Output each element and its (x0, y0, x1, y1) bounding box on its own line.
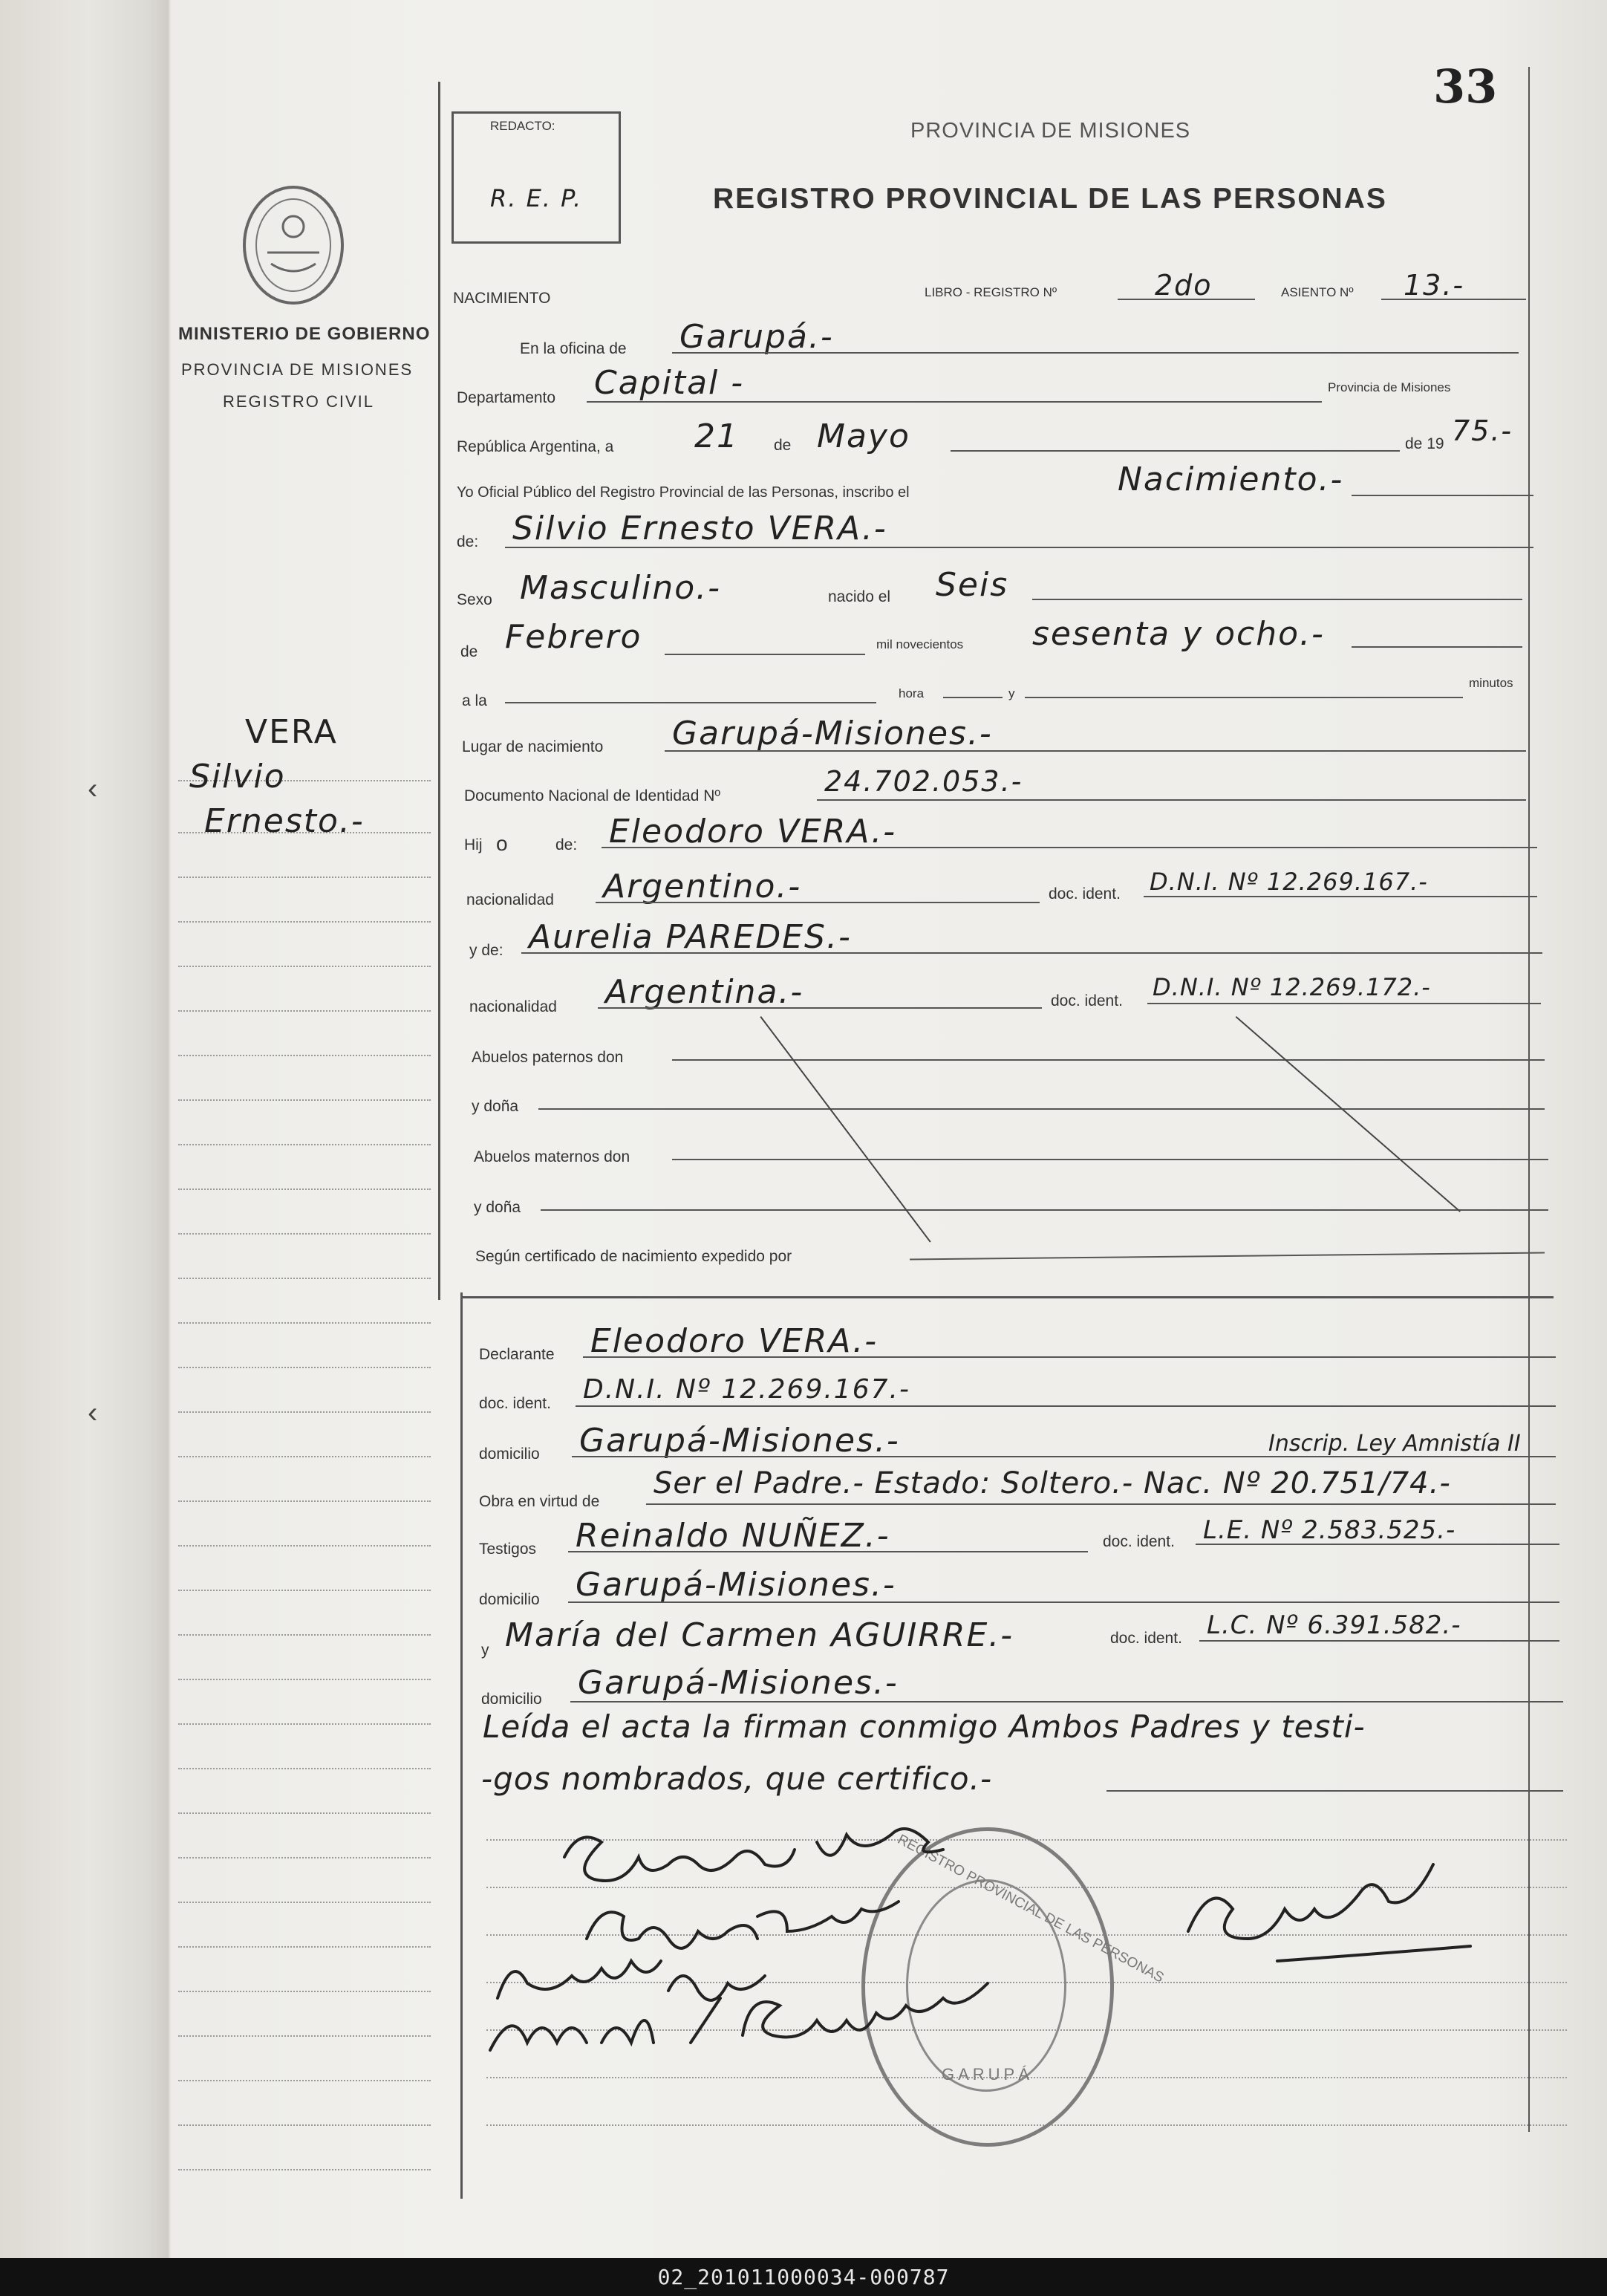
year-label: de 19 (1405, 435, 1444, 452)
segun-label: Según certificado de nacimiento expedido por (475, 1248, 792, 1265)
inscribo-rule (1352, 495, 1533, 496)
abuelos-m-dona-rule (541, 1209, 1548, 1211)
abuelos-m-dona: y doña (474, 1199, 521, 1216)
declarante-doc-label: doc. ident. (479, 1395, 551, 1412)
obra-rule (646, 1503, 1556, 1505)
y-rule (1025, 697, 1463, 698)
witness1-dom-value: Garupá-Misiones.- (576, 1566, 896, 1604)
witness1-doc-label: doc. ident. (1103, 1533, 1175, 1550)
closing-line-1: Leída el acta la firman conmigo Ambos Padres y testi- (483, 1708, 1366, 1745)
declarante-rule (583, 1356, 1556, 1358)
name-rule (505, 547, 1533, 548)
witness1-name: Reinaldo NUÑEZ.- (576, 1517, 890, 1555)
libro-rule (1118, 299, 1255, 300)
witness2-dom-label: domicilio (481, 1691, 542, 1708)
declarante-dom-value: Garupá-Misiones.- (579, 1422, 900, 1460)
father-nat-rule (596, 902, 1040, 903)
abuelos-p-dona-rule (538, 1108, 1545, 1110)
margin-note-first: Silvio (189, 758, 286, 796)
signatures-image (475, 1812, 1559, 2058)
dni-label: Documento Nacional de Identidad Nº (464, 787, 721, 804)
witness2-dom-rule (570, 1701, 1563, 1703)
form-left-border (438, 82, 440, 1300)
asiento-rule (1381, 299, 1526, 300)
oficina-rule (672, 352, 1519, 354)
witness1-dom-label: domicilio (479, 1591, 540, 1608)
ala-label: a la (462, 692, 487, 709)
father-rule (602, 847, 1537, 848)
day-value: 21 (694, 417, 739, 455)
testigos-label: Testigos (479, 1541, 537, 1558)
declarante-doc-value: D.N.I. Nº 12.269.167.- (583, 1374, 910, 1405)
form-left-border-lower (460, 1292, 463, 2199)
father-doc-value: D.N.I. Nº 12.269.167.- (1150, 868, 1428, 896)
month-rule (951, 450, 1400, 452)
dni-value: 24.702.053.- (824, 765, 1023, 798)
ministry-province: PROVINCIA DE MISIONES (181, 360, 414, 379)
departamento-rule (587, 401, 1322, 403)
closing-rule (1106, 1790, 1563, 1792)
departamento-label: Departamento (457, 389, 556, 406)
footer-caption: 02_201011000034-000787 (657, 2265, 950, 2289)
obra-label: Obra en virtud de (479, 1493, 600, 1510)
father-doc-label: doc. ident. (1049, 885, 1121, 903)
witness1-rule (568, 1551, 1088, 1552)
ala-rule (505, 702, 876, 703)
y-label: y (1008, 686, 1015, 700)
caption-bar (0, 2258, 1607, 2296)
minutos-label: minutos (1469, 676, 1513, 690)
father-doc-rule (1144, 896, 1537, 897)
page-number: 33 (1433, 59, 1498, 114)
nacido-rule (1032, 599, 1522, 600)
nacido-label: nacido el (828, 588, 891, 605)
abuelos-p-dona: y doña (472, 1098, 519, 1115)
departamento-value: Capital - (594, 364, 745, 402)
book-binding-fold (0, 0, 171, 2258)
mil-label: mil novecientos (876, 637, 964, 651)
abuelos-p-rule (672, 1059, 1545, 1061)
margin-note-surname: VERA (245, 713, 338, 751)
redacto-value: R. E. P. (490, 184, 583, 212)
oficina-label: En la oficina de (520, 340, 627, 357)
father-nat-value: Argentino.- (603, 868, 802, 905)
witness2-dom-value: Garupá-Misiones.- (578, 1664, 899, 1702)
dni-rule (817, 799, 1526, 801)
libro-value: 2do (1155, 269, 1213, 302)
witness2-name: María del Carmen AGUIRRE.- (505, 1616, 1014, 1654)
left-edge-mark-2: ‹ (88, 1396, 98, 1429)
oficial-text: Yo Oficial Público del Registro Provincial de las Personas, inscribo el (457, 484, 910, 501)
header-title: REGISTRO PROVINCIAL DE LAS PERSONAS (713, 183, 1387, 215)
birth-month-label: de (460, 643, 478, 660)
mother-nat-label: nacionalidad (469, 998, 557, 1015)
seal-text: REGISTRO PROVINCIAL DE LAS PERSONAS (895, 1832, 1167, 1986)
father-nat-label: nacionalidad (466, 891, 554, 908)
mother-doc-label: doc. ident. (1051, 992, 1123, 1009)
hora-label: hora (899, 686, 925, 700)
nacido-value: Seis (936, 566, 1009, 604)
inscrip-note: Inscrip. Ley Amnistía II (1268, 1431, 1521, 1457)
abuelos-m-label: Abuelos maternos don (474, 1148, 630, 1165)
birth-month-value: Febrero (505, 618, 642, 656)
witness2-doc-value: L.C. Nº 6.391.582.- (1207, 1610, 1461, 1640)
witness1-doc-value: L.E. Nº 2.583.525.- (1203, 1515, 1456, 1545)
mother-rule (521, 952, 1542, 954)
seal-bottom-text: GARUPÁ (942, 2065, 1033, 2084)
child-name: Silvio Ernesto VERA.- (512, 510, 887, 547)
republica-label: República Argentina, a (457, 438, 614, 455)
sexo-label: Sexo (457, 591, 492, 608)
witness2-doc-label: doc. ident. (1110, 1630, 1182, 1647)
mil-rule (1352, 646, 1522, 648)
obra-value: Ser el Padre.- Estado: Soltero.- Nac. Nº 20.751/74.- (653, 1466, 1451, 1500)
left-edge-mark: ‹ (88, 773, 98, 805)
lugar-rule (665, 750, 1526, 752)
provincia-suffix: Provincia de Misiones (1328, 380, 1451, 394)
sexo-value: Masculino.- (520, 569, 722, 607)
margin-note-second: Ernesto.- (204, 802, 365, 840)
abuelos-p-label: Abuelos paternos don (472, 1049, 624, 1066)
year-value: 75.- (1452, 414, 1513, 447)
coat-of-arms-icon (238, 182, 349, 308)
asiento-value: 13.- (1404, 269, 1465, 302)
redacto-label: REDACTO: (490, 119, 555, 133)
declarante-dom-label: domicilio (479, 1445, 540, 1463)
declarante-doc-rule (576, 1405, 1556, 1407)
witness1-doc-rule (1196, 1544, 1559, 1545)
mother-nat-value: Argentina.- (605, 973, 804, 1011)
declarante-value: Eleodoro VERA.- (590, 1322, 879, 1360)
hijo-label: Hij (464, 836, 483, 853)
witness1-dom-rule (568, 1601, 1559, 1603)
ministry-registry: REGISTRO CIVIL (223, 392, 375, 411)
mother-name: Aurelia PAREDES.- (529, 918, 852, 956)
declarante-label: Declarante (479, 1346, 555, 1363)
birth-month-rule (665, 654, 865, 655)
mother-doc-rule (1147, 1003, 1541, 1004)
hora-rule (943, 697, 1003, 698)
mother-doc-value: D.N.I. Nº 12.269.172.- (1153, 973, 1431, 1001)
header-province: PROVINCIA DE MISIONES (910, 119, 1191, 143)
record-type: NACIMIENTO (453, 290, 551, 307)
de-label: de (774, 437, 792, 454)
abuelos-m-rule (672, 1159, 1548, 1160)
month-value: Mayo (817, 417, 910, 455)
witness2-doc-rule (1199, 1640, 1559, 1642)
oficina-value: Garupá.- (679, 318, 834, 356)
mil-value: sesenta y ocho.- (1032, 615, 1325, 653)
name-label: de: (457, 533, 479, 550)
mother-label: y de: (469, 942, 503, 959)
mother-nat-rule (598, 1007, 1042, 1009)
closing-line-2: -gos nombrados, que certifico.- (481, 1760, 993, 1797)
inscribo-value: Nacimiento.- (1118, 461, 1344, 498)
asiento-label: ASIENTO Nº (1281, 285, 1354, 299)
witness2-y-label: y (481, 1642, 489, 1659)
hijo-de-label: de: (555, 836, 578, 853)
father-name: Eleodoro VERA.- (609, 813, 897, 851)
libro-label: LIBRO - REGISTRO Nº (925, 285, 1057, 299)
section-divider (460, 1296, 1554, 1298)
hijo-suffix: o (496, 832, 508, 855)
lugar-value: Garupá-Misiones.- (672, 715, 993, 752)
lugar-label: Lugar de nacimiento (462, 738, 604, 755)
ministry-label: MINISTERIO DE GOBIERNO (178, 324, 431, 344)
